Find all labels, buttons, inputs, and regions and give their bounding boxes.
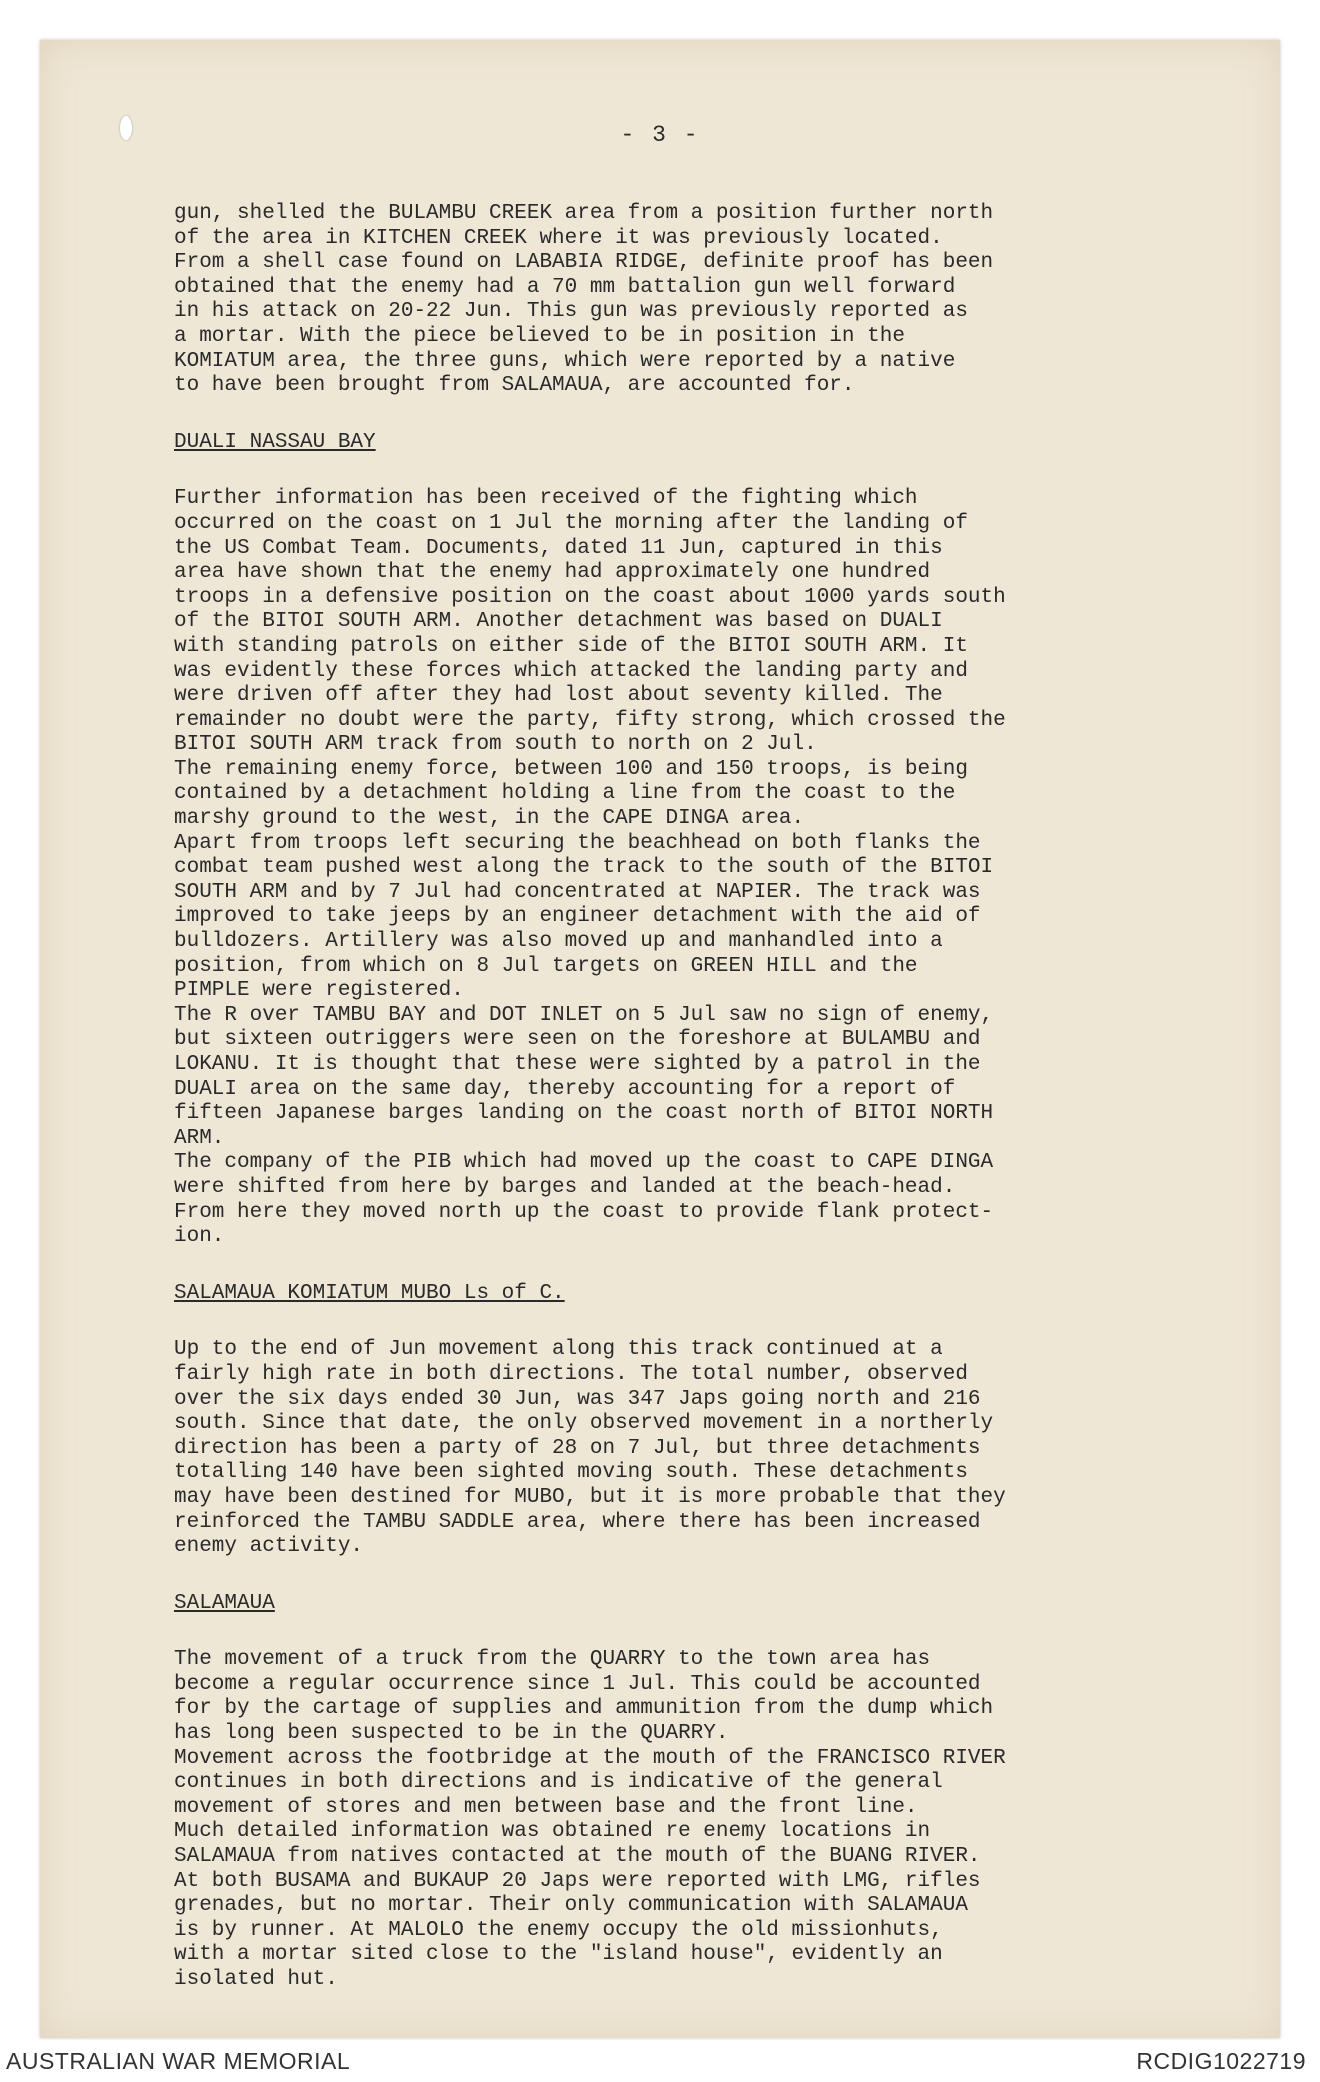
paragraph-tambu-bay: The R over TAMBU BAY and DOT INLET on 5 Jul saw no sign of enemy, but sixteen outriggers were seen on the foreshore at BULAMBU and LOKANU. It is thought that these were sighted by a patrol in the DUALI area on the same day, thereby accounting for a report of fifteen Japanese barges landing on the coast north of BITOI NORTH ARM. bbox=[174, 1003, 994, 1150]
archive-footer bbox=[0, 2040, 1320, 2082]
section-heading-lines-of-communication: SALAMAUA KOMIATUM MUBO Ls of C. bbox=[174, 1281, 565, 1305]
paragraph-gun-shelling: gun, shelled the BULAMBU CREEK area from a position further north of the area in KITCHEN CREEK where it was previously located. From a shell case found on LABABIA RIDGE, definite proof has been obtained that the enemy had a 70 mm battalion gun well forward in his attack on 20-22 Jun. This gun was previously reported as a mortar. With the piece believed to be in position in the KOMIATUM area, the three guns, which were reported by a native to have been brought from SALAMAUA, are accounted for. bbox=[174, 202, 994, 398]
footer-record-id: RCDIG1022719 bbox=[1136, 2048, 1306, 2074]
document-page bbox=[40, 40, 1280, 2038]
page-number: - 3 - bbox=[620, 122, 700, 148]
document-body bbox=[174, 202, 1184, 1993]
section-heading-salamaua: SALAMAUA bbox=[174, 1591, 275, 1615]
paragraph-fighting-coast: Further information has been received of the fighting which occurred on the coast on 1 Jul the morning after the landing of the US Combat Team. Documents, dated 11 Jun, captured in this area have shown that the enemy had approximately one hundred troops in a defensive position on the coast about 1000 yards south of the BITOI SOUTH ARM. Another detachment was based on DUALI with standing patrols on either side of the BITOI SOUTH ARM. It was evidently these forces which attacked the landing party and were driven off after they had lost about seventy killed. The remainder no doubt were the party, fifty strong, which crossed the BITOI SOUTH ARM track from south to north on 2 Jul. bbox=[174, 487, 1006, 757]
paragraph-track-movement: Up to the end of Jun movement along this track continued at a fairly high rate in both directions. The total number, observed over the six days ended 30 Jun, was 347 Japs going north and 216 south. Since that date, the only observed movement in a northerly direction has been a party of 28 on 7 Jul, but three detachments totalling 140 have been sighted moving south. These detachments may have been destined for MUBO, but it is more probable that they reinforced the TAMBU SADDLE area, where there has been increased enemy activity. bbox=[174, 1338, 1006, 1559]
paragraph-footbridge: Movement across the footbridge at the mouth of the FRANCISCO RIVER continues in both directions and is indicative of the general movement of stores and men between base and the front line. bbox=[174, 1746, 1006, 1819]
paragraph-native-information: Much detailed information was obtained re enemy locations in SALAMAUA from natives contacted at the mouth of the BUANG RIVER. At both BUSAMA and BUKAUP 20 Japs were reported with LMG, rifles grenades, but no mortar. Their only communication with SALAMAUA is by runner. At MALOLO the enemy occupy the old missionhuts, with a mortar sited close to the "island house", evidently an isolated hut. bbox=[174, 1820, 981, 1991]
paragraph-pib-company: The company of the PIB which had moved up the coast to CAPE DINGA were shifted from here by barges and landed at the beach-head. From here they moved north up the coast to provide flank protect- ion. bbox=[174, 1151, 994, 1249]
paragraph-combat-team: Apart from troops left securing the beachhead on both flanks the combat team pushed west along the track to the south of the BITOI SOUTH ARM and by 7 Jul had concentrated at NAPIER. The track was improved to take jeeps by an engineer detachment with the aid of bulldozers. Artillery was also moved up and manhandled into a position, from which on 8 Jul targets on GREEN HILL and the PIMPLE were registered. bbox=[174, 831, 994, 1003]
paragraph-truck-movement: The movement of a truck from the QUARRY to the town area has become a regular occurrence since 1 Jul. This could be accounted for by the cartage of supplies and ammunition from the dump which has long been suspected to be in the QUARRY. bbox=[174, 1648, 994, 1746]
section-heading-duali-nassau-bay: DUALI NASSAU BAY bbox=[174, 430, 376, 454]
paragraph-remaining-enemy: The remaining enemy force, between 100 and 150 troops, is being contained by a detachment holding a line from the coast to the marshy ground to the west, in the CAPE DINGA area. bbox=[174, 757, 968, 831]
footer-institution: AUSTRALIAN WAR MEMORIAL bbox=[6, 2048, 351, 2074]
